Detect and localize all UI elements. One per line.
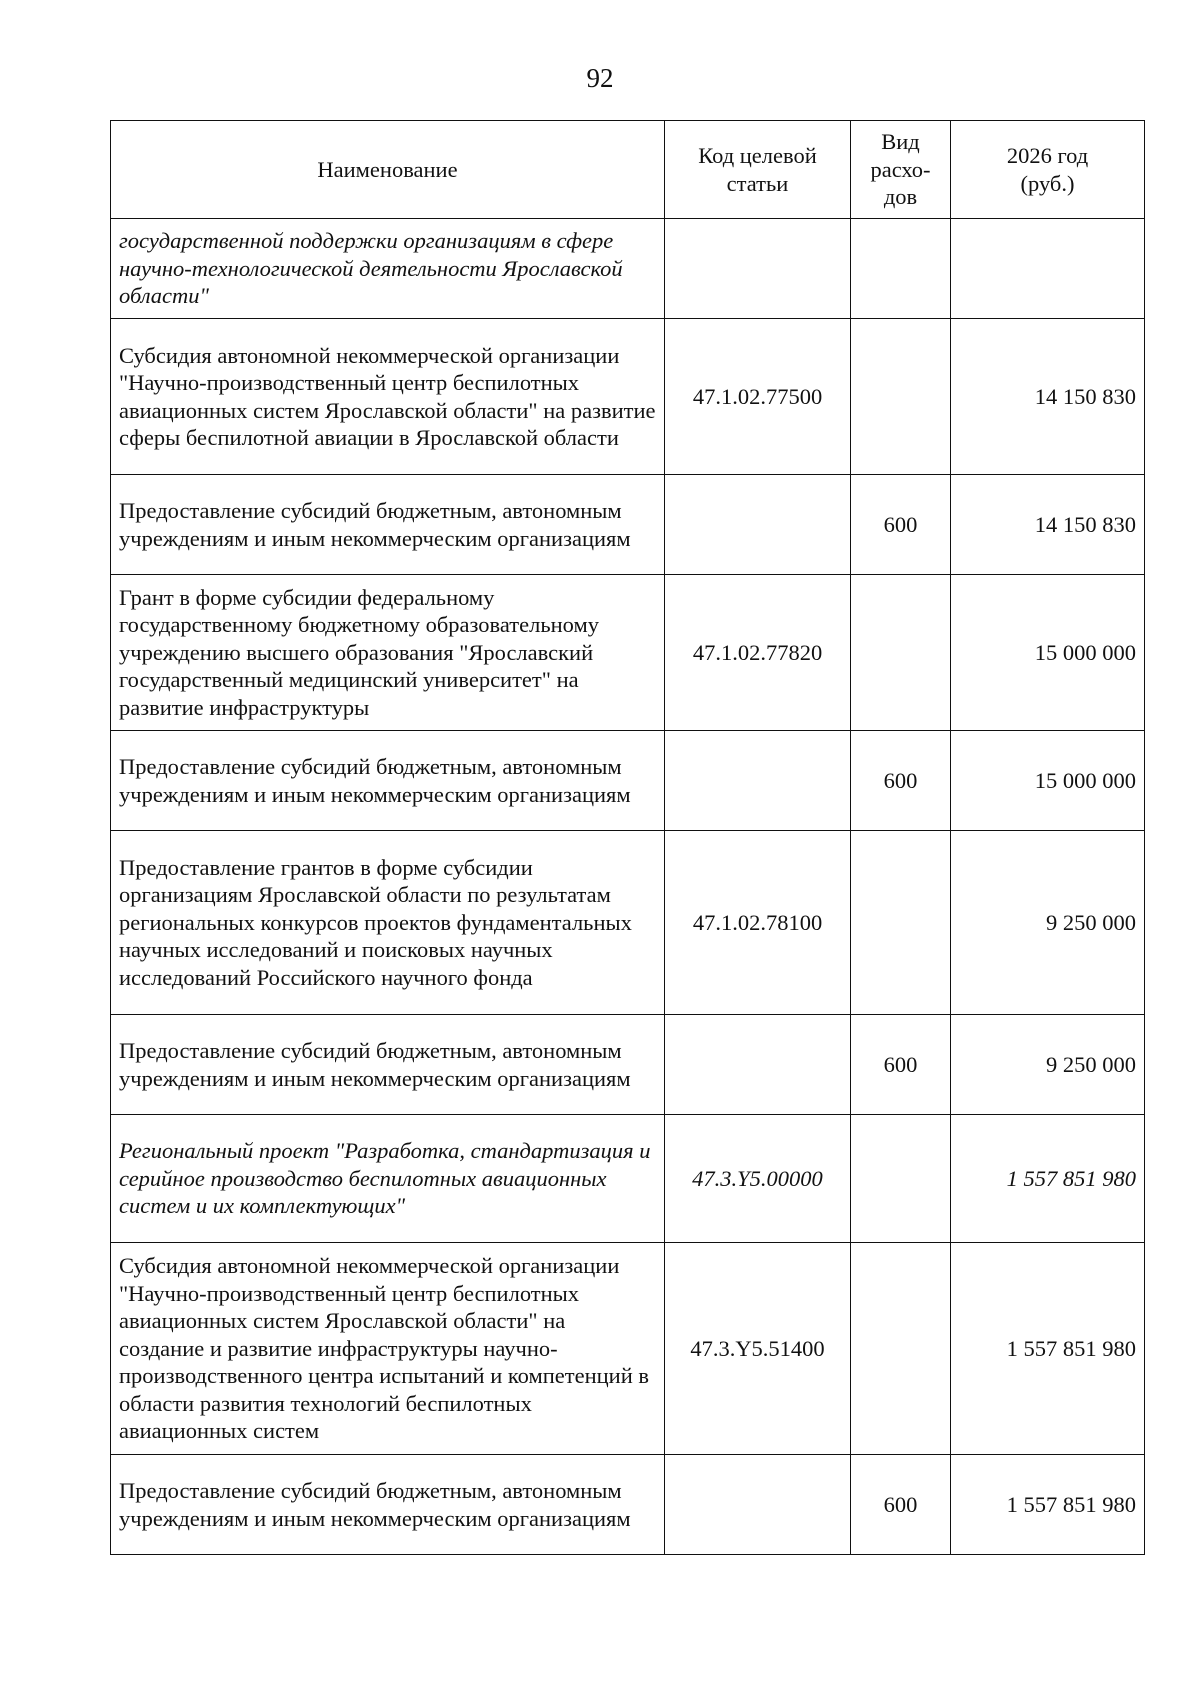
table-row xyxy=(111,1015,1145,1115)
row-type-cell: 600 xyxy=(851,731,951,831)
row-name-cell: Предоставление субсидий бюджетным, автономным учреждениям и иным некоммерческим организациям xyxy=(111,475,665,575)
row-code-cell: 47.3.Y5.51400 xyxy=(665,1243,851,1455)
row-amount-cell: 14 150 830 xyxy=(951,475,1145,575)
row-amount-cell: 9 250 000 xyxy=(951,1015,1145,1115)
page-number: 92 xyxy=(586,63,614,93)
header-code-text: Код целевой статьи xyxy=(698,143,817,196)
row-name-cell: Предоставление грантов в форме субсидии организациям Ярославской области по результатам региональных конкурсов проектов фундаментальных научных исследований и поисковых научных исследований Российского научного фонда xyxy=(111,831,665,1015)
row-code-cell xyxy=(665,731,851,831)
row-type-cell xyxy=(851,1243,951,1455)
row-code-cell xyxy=(665,219,851,319)
row-amount-cell xyxy=(951,219,1145,319)
row-amount-cell: 1 557 851 980 xyxy=(951,1243,1145,1455)
row-amount-cell: 1 557 851 980 xyxy=(951,1115,1145,1243)
row-code-cell: 47.3.Y5.00000 xyxy=(665,1115,851,1243)
row-name-cell: Субсидия автономной некоммерческой организации "Научно-производственный центр беспилотных авиационных систем Ярославской области" на развитие сферы беспилотной авиации в Ярославской области xyxy=(111,319,665,475)
row-amount-cell: 14 150 830 xyxy=(951,319,1145,475)
row-type-cell xyxy=(851,1115,951,1243)
header-code xyxy=(665,121,851,219)
row-type-cell xyxy=(851,831,951,1015)
row-name-cell: государственной поддержки организациям в сфере научно-технологической деятельности Ярославской области" xyxy=(111,219,665,319)
row-code-cell: 47.1.02.78100 xyxy=(665,831,851,1015)
table-header-row xyxy=(111,121,1145,219)
budget-table xyxy=(110,120,1145,1555)
row-code-cell: 47.1.02.77500 xyxy=(665,319,851,475)
row-name-cell: Субсидия автономной некоммерческой организации "Научно-производственный центр беспилотных авиационных систем Ярославской области" на создание и развитие инфраструктуры научно-производственного центра испытаний и компетенций в области развития технологий беспилотных авиационных систем xyxy=(111,1243,665,1455)
row-amount-cell: 1 557 851 980 xyxy=(951,1455,1145,1555)
table-row xyxy=(111,831,1145,1015)
table-row xyxy=(111,731,1145,831)
row-name-cell: Предоставление субсидий бюджетным, автономным учреждениям и иным некоммерческим организациям xyxy=(111,1455,665,1555)
row-code-cell xyxy=(665,475,851,575)
row-type-cell xyxy=(851,219,951,319)
row-type-cell xyxy=(851,319,951,475)
row-name-cell: Предоставление субсидий бюджетным, автономным учреждениям и иным некоммерческим организациям xyxy=(111,731,665,831)
table-row xyxy=(111,319,1145,475)
header-amount xyxy=(951,121,1145,219)
row-type-cell xyxy=(851,575,951,731)
row-code-cell xyxy=(665,1455,851,1555)
row-amount-cell: 9 250 000 xyxy=(951,831,1145,1015)
row-type-cell: 600 xyxy=(851,1455,951,1555)
table-row xyxy=(111,219,1145,319)
header-type xyxy=(851,121,951,219)
table-row xyxy=(111,575,1145,731)
row-name-cell: Региональный проект "Разработка, стандартизация и серийное производство беспилотных авиационных систем и их комплектующих" xyxy=(111,1115,665,1243)
table-row xyxy=(111,475,1145,575)
header-amount-text: 2026 год (руб.) xyxy=(1006,143,1089,196)
table-row xyxy=(111,1243,1145,1455)
table-body xyxy=(111,219,1145,1555)
header-name: Наименование xyxy=(111,121,665,219)
row-name-cell: Предоставление субсидий бюджетным, автономным учреждениям и иным некоммерческим организациям xyxy=(111,1015,665,1115)
row-type-cell: 600 xyxy=(851,1015,951,1115)
row-type-cell: 600 xyxy=(851,475,951,575)
table-row xyxy=(111,1455,1145,1555)
row-code-cell xyxy=(665,1015,851,1115)
header-type-text: Вид расхо-дов xyxy=(870,129,931,210)
table-row xyxy=(111,1115,1145,1243)
row-code-cell: 47.1.02.77820 xyxy=(665,575,851,731)
row-name-cell: Грант в форме субсидии федеральному государственному бюджетному образовательному учреждению высшего образования "Ярославский государственный медицинский университет" на развитие инфраструктуры xyxy=(111,575,665,731)
row-amount-cell: 15 000 000 xyxy=(951,731,1145,831)
row-amount-cell: 15 000 000 xyxy=(951,575,1145,731)
